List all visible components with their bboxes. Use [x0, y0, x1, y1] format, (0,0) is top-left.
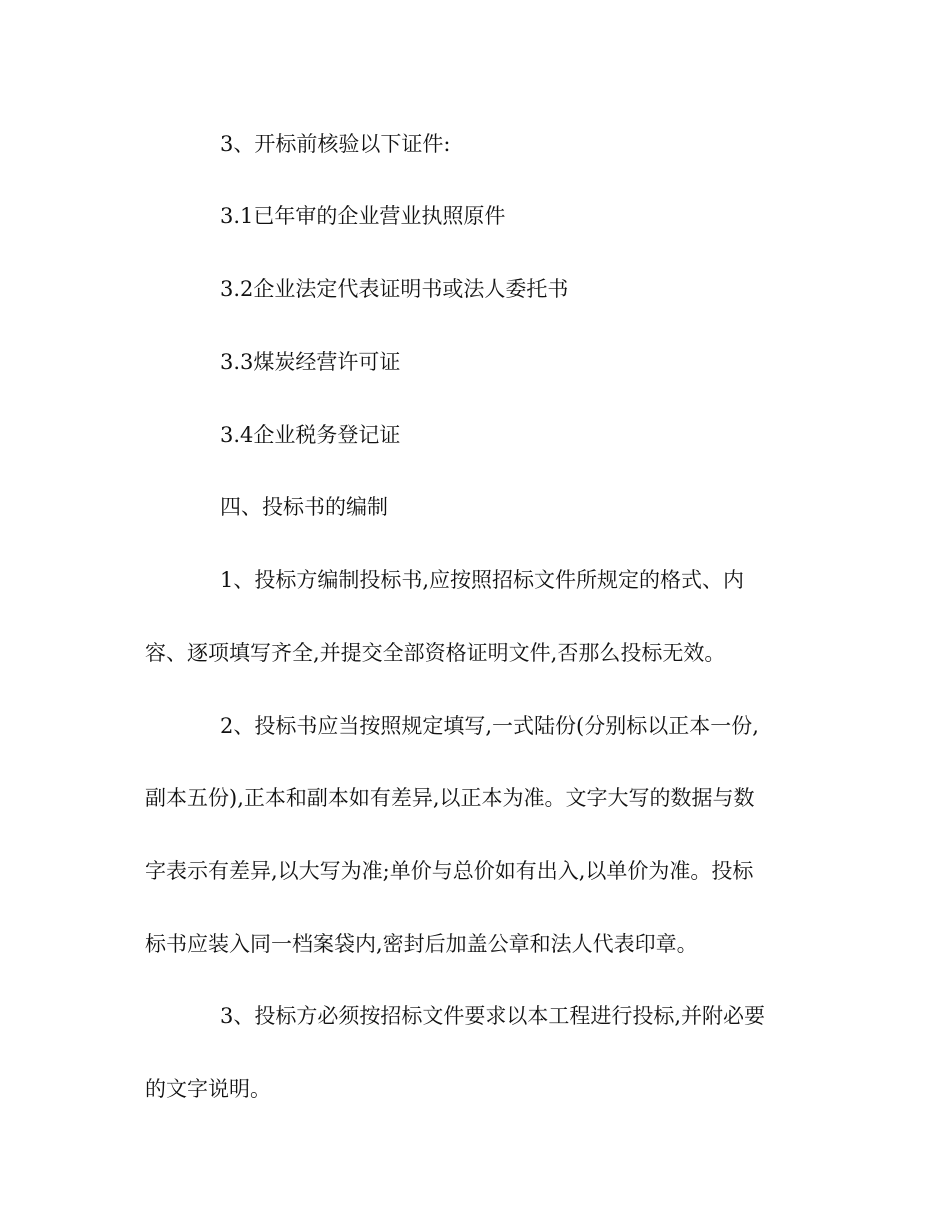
text-line: 3.1已年审的企业营业执照原件	[220, 204, 506, 228]
text-line: 标书应装入同一档案袋内,密封后加盖公章和法人代表印章。	[145, 932, 698, 956]
text-line: 3.3煤炭经营许可证	[220, 350, 401, 374]
section-heading: 四、投标书的编制	[220, 495, 388, 519]
text-line: 3.2企业法定代表证明书或法人委托书	[220, 277, 569, 301]
text-line: 3.4企业税务登记证	[220, 423, 401, 447]
text-line: 的文字说明。	[145, 1077, 271, 1101]
text-line: 字表示有差异,以大写为准;单价与总价如有出入,以单价为准。投标	[145, 859, 754, 883]
text-line: 副本五份),正本和副本如有差异,以正本为准。文字大写的数据与数	[145, 786, 755, 810]
text-line: 2、投标书应当按照规定填写,一式陆份(分别标以正本一份,	[220, 714, 759, 738]
text-line: 1、投标方编制投标书,应按照招标文件所规定的格式、内	[220, 568, 745, 592]
text-line: 3、投标方必须按招标文件要求以本工程进行投标,并附必要	[220, 1004, 766, 1028]
text-line: 容、逐项填写齐全,并提交全部资格证明文件,否那么投标无效。	[145, 641, 726, 665]
text-line: 3、开标前核验以下证件:	[220, 132, 451, 156]
